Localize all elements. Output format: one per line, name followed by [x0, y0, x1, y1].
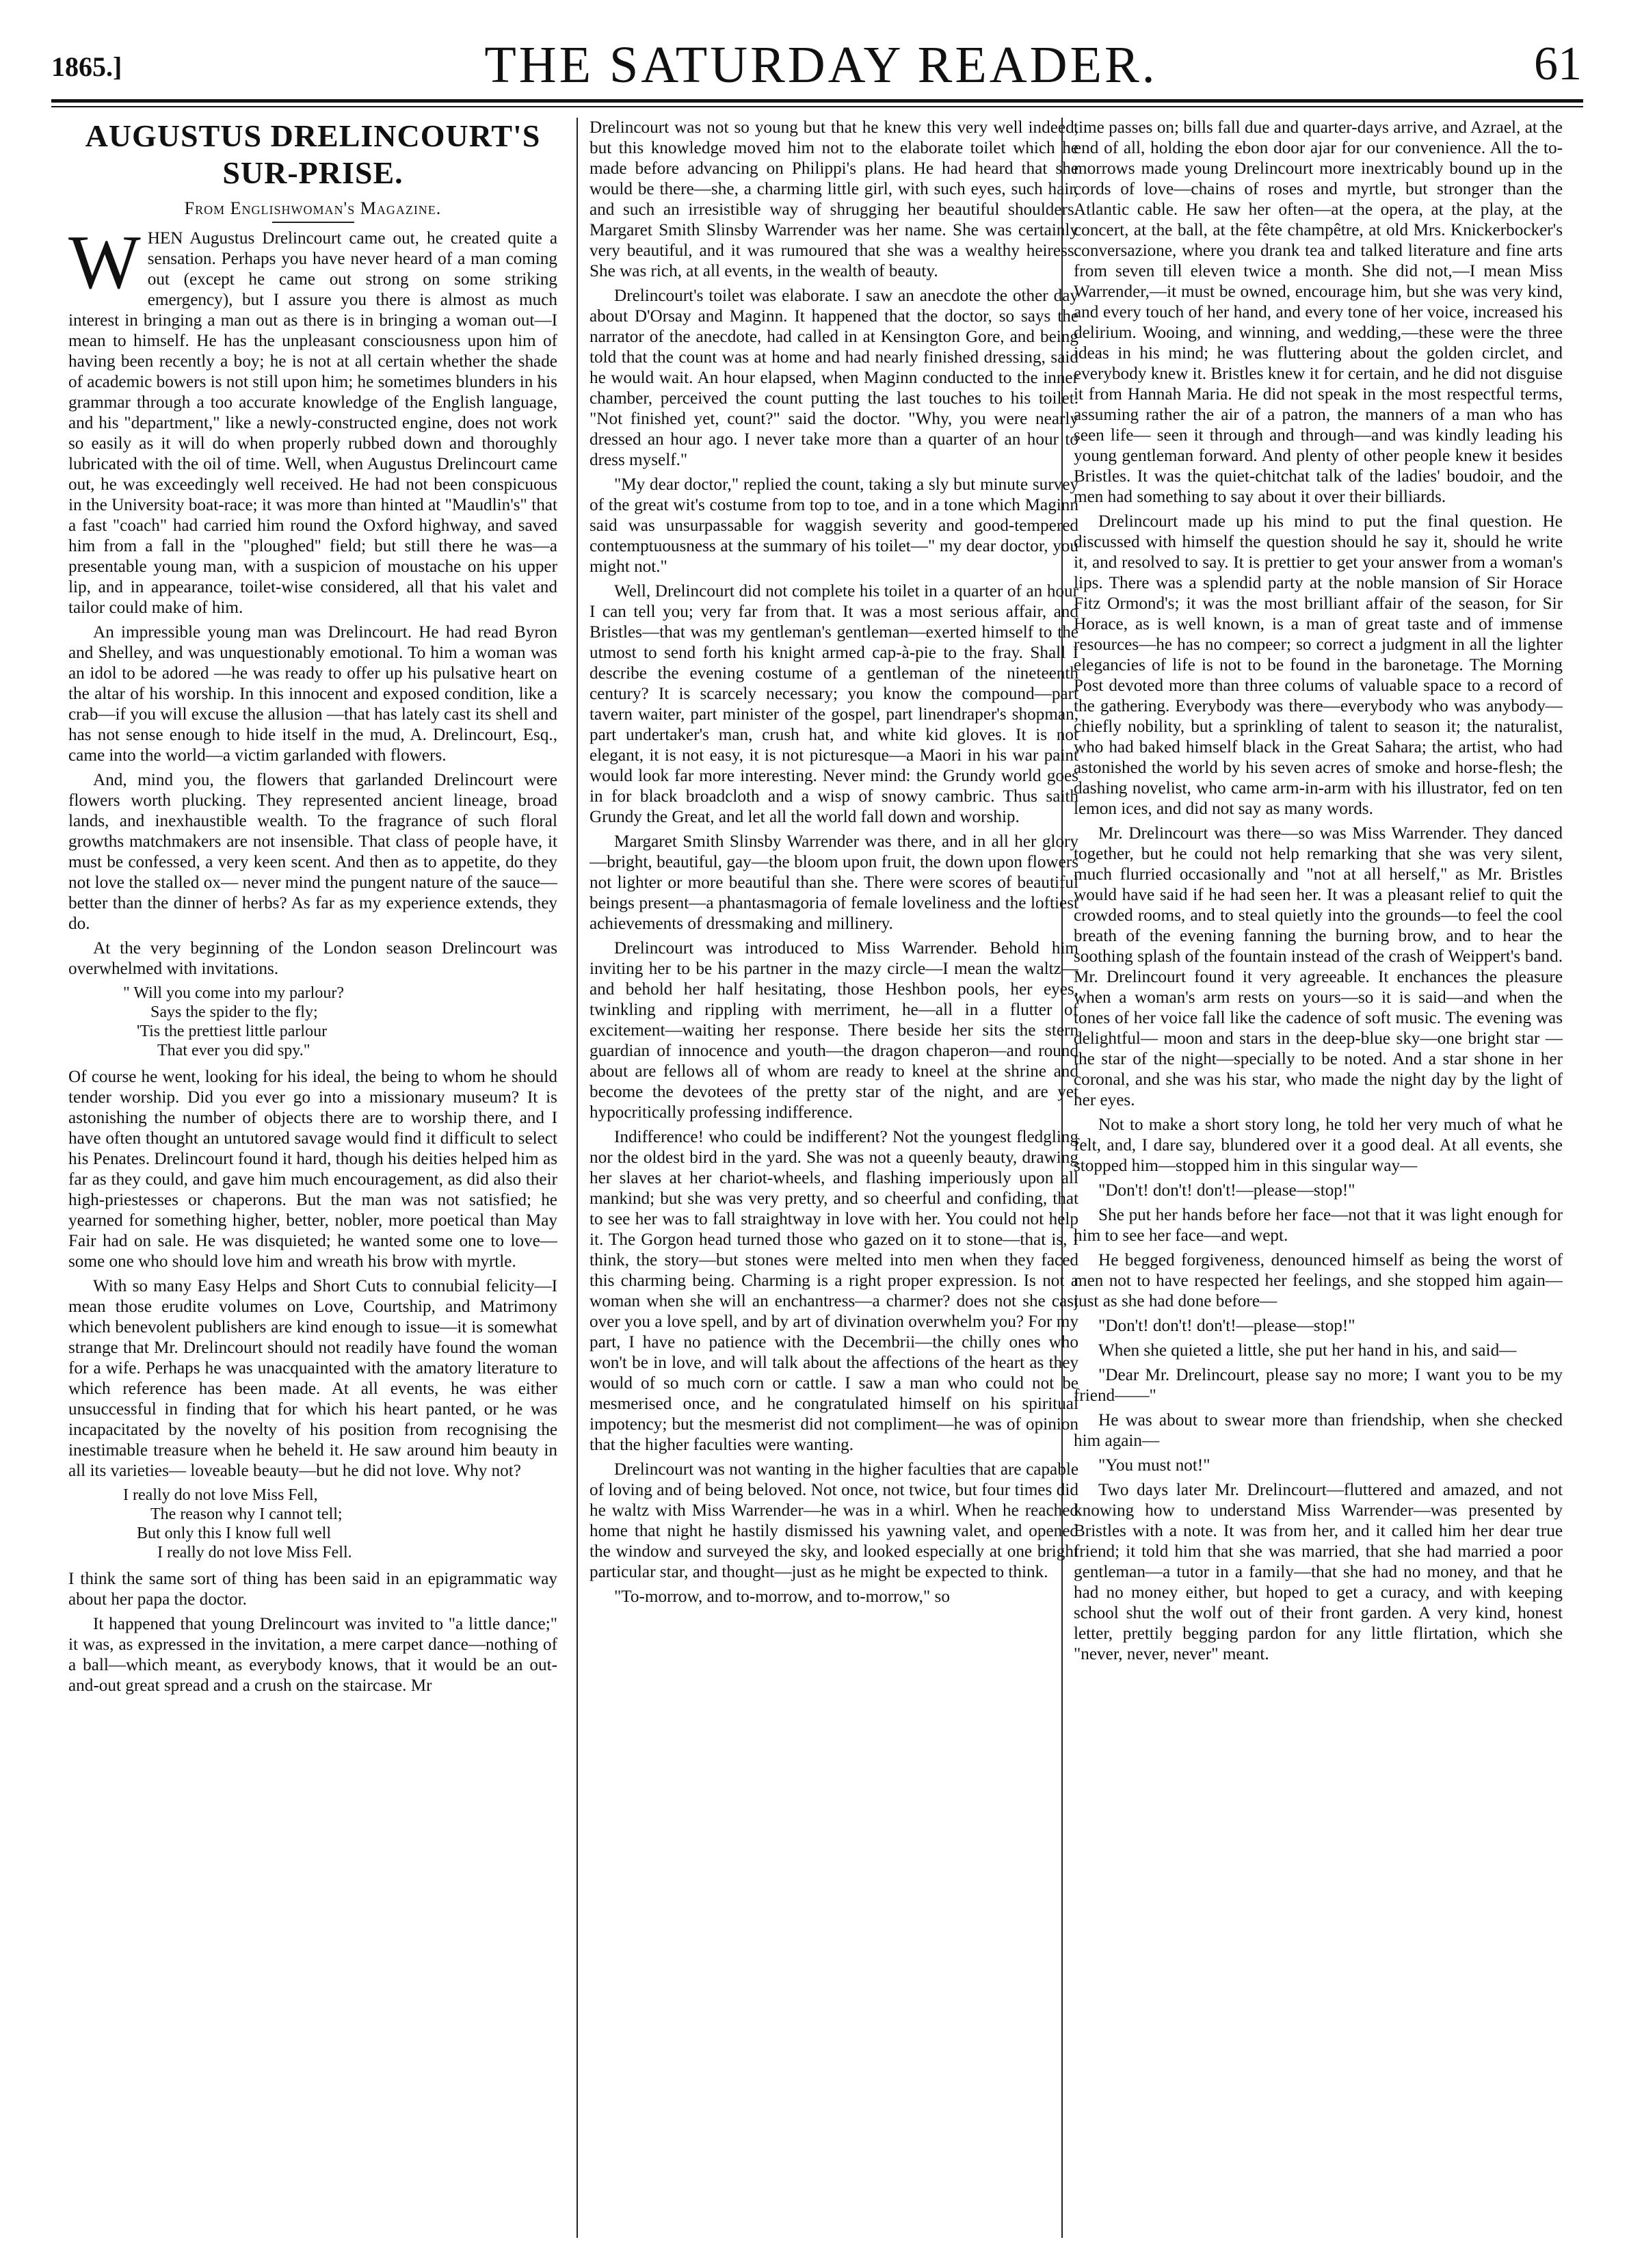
paragraph	[68, 220, 557, 618]
drop-cap: W	[68, 220, 141, 305]
paragraph: And, mind you, the flowers that garlanded Drelincourt were flowers worth plucking. They represented ancient lineage, broad lands, and inexhaustible wealth. To the fragrance of such floral growths matchmakers are not insensible. That class of people have, it must be confessed, a very keen scent. And then as to appetite, do they not love the stalled ox— never mind the pungent nature of the sauce—better than the dinner of herbs? As far as my experience extends, they do.	[68, 771, 557, 933]
source-rule	[272, 222, 354, 223]
paragraph: "Dear Mr. Drelincourt, please say no more; I want you to be my friend——"	[1074, 1366, 1563, 1405]
column-2	[590, 118, 1078, 2238]
paragraph: "You must not!"	[1098, 1456, 1210, 1475]
column-rule	[577, 118, 578, 2238]
paragraph: Margaret Smith Slinsby Warrender was there, and in all her glory—bright, beautiful, gay—the bloom upon fruit, the down upon flowers not lighter or more beautiful than she. There were scores of beautiful beings present—a phantasmagoria of female loveliness and the loftiest achievements of dressmaking and millinery.	[590, 832, 1078, 933]
paragraph: "Don't! don't! don't!—please—stop!"	[1098, 1317, 1355, 1335]
paragraph: Well, Drelincourt did not complete his toilet in a quarter of an hour I can tell you; very far from that. It was a most serious affair, and Bristles—that was my gentleman's gentleman—exerted himself to the utmost to send forth his knight armed cap-à-pie to the fray. Shall I describe the evening costume of a gentleman of the nineteenth century? It is scarcely necessary; you know the compound—part tavern waiter, part minister of the gospel, part linendraper's shopman, part undertaker's man, crush hat, and white kid gloves. It is not elegant, it is not easy, it is not picturesque—a Maori in his war paint would look far more interesting. Never mind: the Grundy world goes in for black broadcloth and a wisp of snowy cambric. Thus saith Grundy the Great, and let all the world fall down and worship.	[590, 582, 1078, 826]
article-source: From Englishwoman's Magazine.	[184, 198, 442, 218]
paragraph: With so many Easy Helps and Short Cuts to connubial felicity—I mean those erudite volumes on Love, Courtship, and Matrimony which benevolent publishers are kind enough to issue—it is somewhat strange that Mr. Drelincourt should not readily have found the woman for a wife. Perhaps he was unacquainted with the amatory literature to which reference has been made. At all events, he was either unsuccessful in finding that for which his heart panted, or he was incapacitated by the novelty of his position from recognising the inestimable treasure when he beheld it. He saw around him beauty in all its varieties— loveable beauty—but he did not love. Why not?	[68, 1277, 557, 1480]
paragraph: Not to make a short story long, he told her very much of what he felt, and, I dare say, blundered over it a good deal. At all events, she stopped him—stopped him in this singular way—	[1074, 1116, 1563, 1175]
paragraph: At the very beginning of the London season Drelincourt was overwhelmed with invitations.	[68, 939, 557, 978]
verse-line: But only this I know full well	[137, 1525, 331, 1542]
verse-line: Says the spider to the fly;	[150, 1003, 318, 1021]
verse-line: " Will you come into my parlour?	[123, 984, 344, 1002]
masthead	[0, 27, 1642, 109]
column-3-body	[1074, 118, 1563, 1665]
masthead-rule	[51, 99, 1583, 103]
newspaper-title: THE SATURDAY READER.	[484, 36, 1158, 94]
verse-quote	[68, 1486, 557, 1562]
verse-line: 'Tis the prettiest little parlour	[137, 1023, 328, 1040]
paragraph: He was about to swear more than friendship, when she checked him again—	[1074, 1411, 1563, 1450]
paragraph: I think the same sort of thing has been said in an epigrammatic way about her papa the doctor.	[68, 1570, 557, 1609]
paragraph: An impressible young man was Drelincourt. He had read Byron and Shelley, and was unquestionably emotional. To him a woman was an idol to be adored —he was ready to offer up his pulsative heart on the altar of his worship. In this innocent and exposed condition, like a crab—if you will excuse the allusion —that has lately cast its shell and has not sense enough to hide itself in the mud, A. Drelincourt, Esq., came into the world—a victim garlanded with flowers.	[68, 623, 557, 765]
paragraph: Mr. Drelincourt was there—so was Miss Warrender. They danced together, but he could not help remarking that she was very silent, much flurried occasionally and "not at all herself," as Mr. Bristles would have said if he had seen her. It was a pleasant relief to quit the crowded rooms, and to steal quietly into the grounds—to feel the cool breath of the evening fanning the burning brow, and to hear the soothing splash of the fountain instead of the crash of Weippert's band. Mr. Drelincourt found it very agreeable. It enchances the pleasure when a woman's arm rests on yours—so it is said—and when the tones of her voice fall like the cadence of soft music. The evening was delightful— moon and stars in the deep-blue sky—one bright star —the star of the night—specially to be noted. And a star shone in her coronal, and she was his star, who made the night day by the light of her eyes.	[1074, 824, 1563, 1109]
paragraph: "Don't! don't! don't!—please—stop!"	[1098, 1181, 1355, 1200]
verse-line: I really do not love Miss Fell.	[157, 1544, 352, 1561]
paragraph: time passes on; bills fall due and quarter-days arrive, and Azrael, at the end of all, holding the ebon door ajar for our convenience. All the to-morrows made young Drelincourt more inextricably bound up in the cords of love—chains of roses and myrtle, but stronger than the Atlantic cable. He saw her often—at the opera, at the play, at the concert, at the ball, at the fête champêtre, at old Mrs. Knickerbocker's conversazione, where you drank tea and talked literature and fine arts from seven till eleven twice a month. She did not,—I mean Miss Warrender,—it must be owned, encourage him, but she was very kind, and every touch of her hand, and every tone of her voice, increased his delirium. Wooing, and winning, and wedding,—these were the three ideas in his mind; he was fluttering about the golden circlet, and everybody knew it. Bristles knew it for certain, and he did not disguise it from Hannah Maria. He did not speak in the most respectful terms, assuming rather the air of a patron, the manners of a man who has seen life— seen it through and through—and was kindly leading his young gentleman forward. And plenty of other people knew it besides Bristles. It was the quiet-chitchat talk of the ladies' boudoir, and the men had something to say about it over their billiards.	[1074, 118, 1563, 506]
column-3	[1074, 118, 1563, 2238]
paragraph: "To-morrow, and to-morrow, and to-morrow," so	[614, 1587, 950, 1606]
article-headline: AUGUSTUS DRELINCOURT'S SUR-PRISE.	[85, 118, 541, 190]
verse-quote	[68, 984, 557, 1060]
paragraph: Drelincourt was not wanting in the higher faculties that are capable of loving and of being beloved. Not once, not twice, but four times did he waltz with Miss Warrender—he was in a whirl. When he reached home that night he hastily dismissed his yawning valet, and opened the window and surveyed the sky, and looked especially at one bright particular star, and thought—just as he might be expected to think.	[590, 1460, 1078, 1581]
paragraph: She put her hands before her face—not that it was light enough for him to see her face—and wept.	[1074, 1206, 1563, 1245]
issue-year: 1865.]	[51, 51, 122, 82]
paragraph: Indifference! who could be indifferent? Not the youngest fledgling nor the oldest bird in the yard. She was not a queenly beauty, drawing her slaves at her chariot-wheels, and flashing imperiously upon all mankind; but she was very pretty, and so cheerful and confiding, that to see her was to fall straightway in love with her. You could not help it. The Gorgon head turned those who gazed on it to stone—that is, I think, the story—but stones were melted into men when they faced this charming being. Charming is a right proper expression. Is not a woman when she will an enchantress—a charmer? does not she cast over you a love spell, and by art of divination overwhelm you? For my part, I have no patience with the Decembrii—the chilly ones who won't be in love, and will talk about the affections of the heart as they would of so much corn or cattle. I saw a man who could not be mesmerised once, and he congratulated himself on his spiritual impotency; but the mesmerist did not compliment—he was of opinion that the higher faculties were wanting.	[590, 1128, 1078, 1454]
column-2-body	[590, 118, 1078, 1607]
paragraph: Drelincourt's toilet was elaborate. I saw an anecdote the other day about D'Orsay and Maginn. It happened that the doctor, so says the narrator of the anecdote, had called in at Kensington Gore, and being told that the count was at home and had nearly finished dressing, said he would wait. An hour elapsed, when Maginn conducted to the inner chamber, perceived the count putting the last touches to his toilet. "Not finished yet, count?" said the doctor. "Why, you were nearly dressed an hour ago. I never take more than a quarter of an hour to dress myself."	[590, 287, 1078, 469]
paragraph: It happened that young Drelincourt was invited to "a little dance;" it was, as expressed in the invitation, a mere carpet dance—nothing of a ball—which meant, as everybody knows, that it would be an out-and-out great spread and a crush on the staircase. Mr	[68, 1615, 557, 1695]
verse-line: I really do not love Miss Fell,	[123, 1486, 318, 1504]
paragraph: Drelincourt was introduced to Miss Warrender. Behold him inviting her to be his partner in the mazy circle—I mean the waltz—and behold her half hesitating, those Heshbon pools, her eyes, twinkling and rippling with merriment, he—all in a flutter of excitement—waiting her response. There beside her sits the stern guardian of innocence and youth—the dragon chaperon—and round about are fellows all of whom are ready to kneel at the shrine and become the devotees of the pretty star of the night, and are yet hypocritically professing indifference.	[590, 939, 1078, 1122]
paragraph: Of course he went, looking for his ideal, the being to whom he should tender worship. Did you ever go into a missionary museum? It is astonishing the number of objects there are to worship there, and I have often thought an untutored savage would find it difficult to select his Penates. Drelincourt found it hard, though his deities helped him as far as they could, and gave him much encouragement, as did also their high-priestesses or chaperons. But the man was not satisfied; he yearned for something higher, better, nobler, more poetical than May Fair had on sale. He was disquieted; he wanted some one to love—some one who should love him and wreath his brow with myrtle.	[68, 1068, 557, 1271]
paragraph: He begged forgiveness, denounced himself as being the worst of men not to have respected her feelings, and she stopped him again—just as she had done before—	[1074, 1251, 1563, 1310]
paragraph: Drelincourt was not so young but that he knew this very well indeed, but this knowledge moved him not to the elaborate toilet which he made before advancing on Philippi's plans. He had heard that she would be there—she, a charming little girl, with such eyes, such hair, and such an irresistible way of shrugging her beautiful shoulders. Margaret Smith Slinsby Warrender was her name. She was certainly very beautiful, and it was rumoured that she was a wealthy heiress. She was rich, at all events, in the wealth of beauty.	[590, 118, 1078, 280]
masthead-rule-thin	[51, 106, 1583, 107]
paragraph-text: HEN Augustus Drelincourt came out, he created quite a sensation. Perhaps you have never heard of a man coming out (except he came out strong on some striking emergency), but I assure you there is almost as much interest in bringing a man out as there is in bringing a woman out—I mean to himself. He has the unpleasant consciousness upon him of having been recently a boy; he is not at all certain whether the shade of academic bowers is not still upon him; he sometimes blunders in his grammar through a too accurate knowledge of the English language, and his "department," like a newly-constructed engine, does not work so easily as it will do when properly rubbed down and thoroughly lubricated with the oil of time. Well, when Augustus Drelincourt came out, he was exceedingly well received. He had not been conspicuous in the University boat-race; it was more than hinted at "Maudlin's" that a fast "coach" had carried him round the Oxford highway, and saved him from a fall in the "ploughed" field; but still there he was—a presentable young man, with a suspicion of moustache on his upper lip, and in appearance, toilet-wise considered, all that his valet and tailor could make of him.	[68, 229, 557, 617]
paragraph: Drelincourt made up his mind to put the final question. He discussed with himself the question should he say it, should he write it, and resolved to say. It is prettier to get your answer from a woman's lips. There was a splendid party at the noble mansion of Sir Horace Fitz Ormond's; it was the most brilliant affair of the season, for Sir Horace, as is well known, is a man of great taste and of immense resources—he has no compeer; so correct a judgment in all the lighter elegancies of life is not to be found in the baronetage. The Morning Post devoted more than three colums of valuable space to a record of the gathering. Everybody was there—everybody who was anybody—chiefly nobility, but a sprinkling of talent to season it; the naturalist, who had baked himself black in the Great Sahara; the artist, who had astonished the world by his seven acres of smoke and horse-flesh; the dashing novelist, who came arm-in-arm with his illustrator, fed on ten lemon ices, and did not say as many words.	[1074, 512, 1563, 818]
column-1-body	[68, 220, 557, 1696]
paragraph: "My dear doctor," replied the count, taking a sly but minute survey of the great wit's costume from top to toe, and in a tone which Maginn said was unsurpassable for waggish severity and good-tempered contemptuousness at the summary of his toilet—" my dear doctor, you might not."	[590, 475, 1078, 576]
verse-line: The reason why I cannot tell;	[150, 1505, 343, 1523]
paragraph: Two days later Mr. Drelincourt—fluttered and amazed, and not knowing how to understand Miss Warrender—was presented by Bristles with a note. It was from her, and it called him her dear true friend; it told him that she was married, that she had married a poor gentleman—a tutor in a family—that she had no money, and that he had no money either, but hoped to get a curacy, and with keeping school shut the wolf out of their front garden. A very kind, honest letter, prettily begging pardon for any little flirtation, which she "never, never, never" meant.	[1074, 1481, 1563, 1663]
verse-line: That ever you did spy."	[157, 1042, 310, 1059]
page-number: 61	[1534, 38, 1582, 90]
paragraph: When she quieted a little, she put her hand in his, and said—	[1098, 1341, 1517, 1360]
column-1	[68, 118, 557, 2238]
